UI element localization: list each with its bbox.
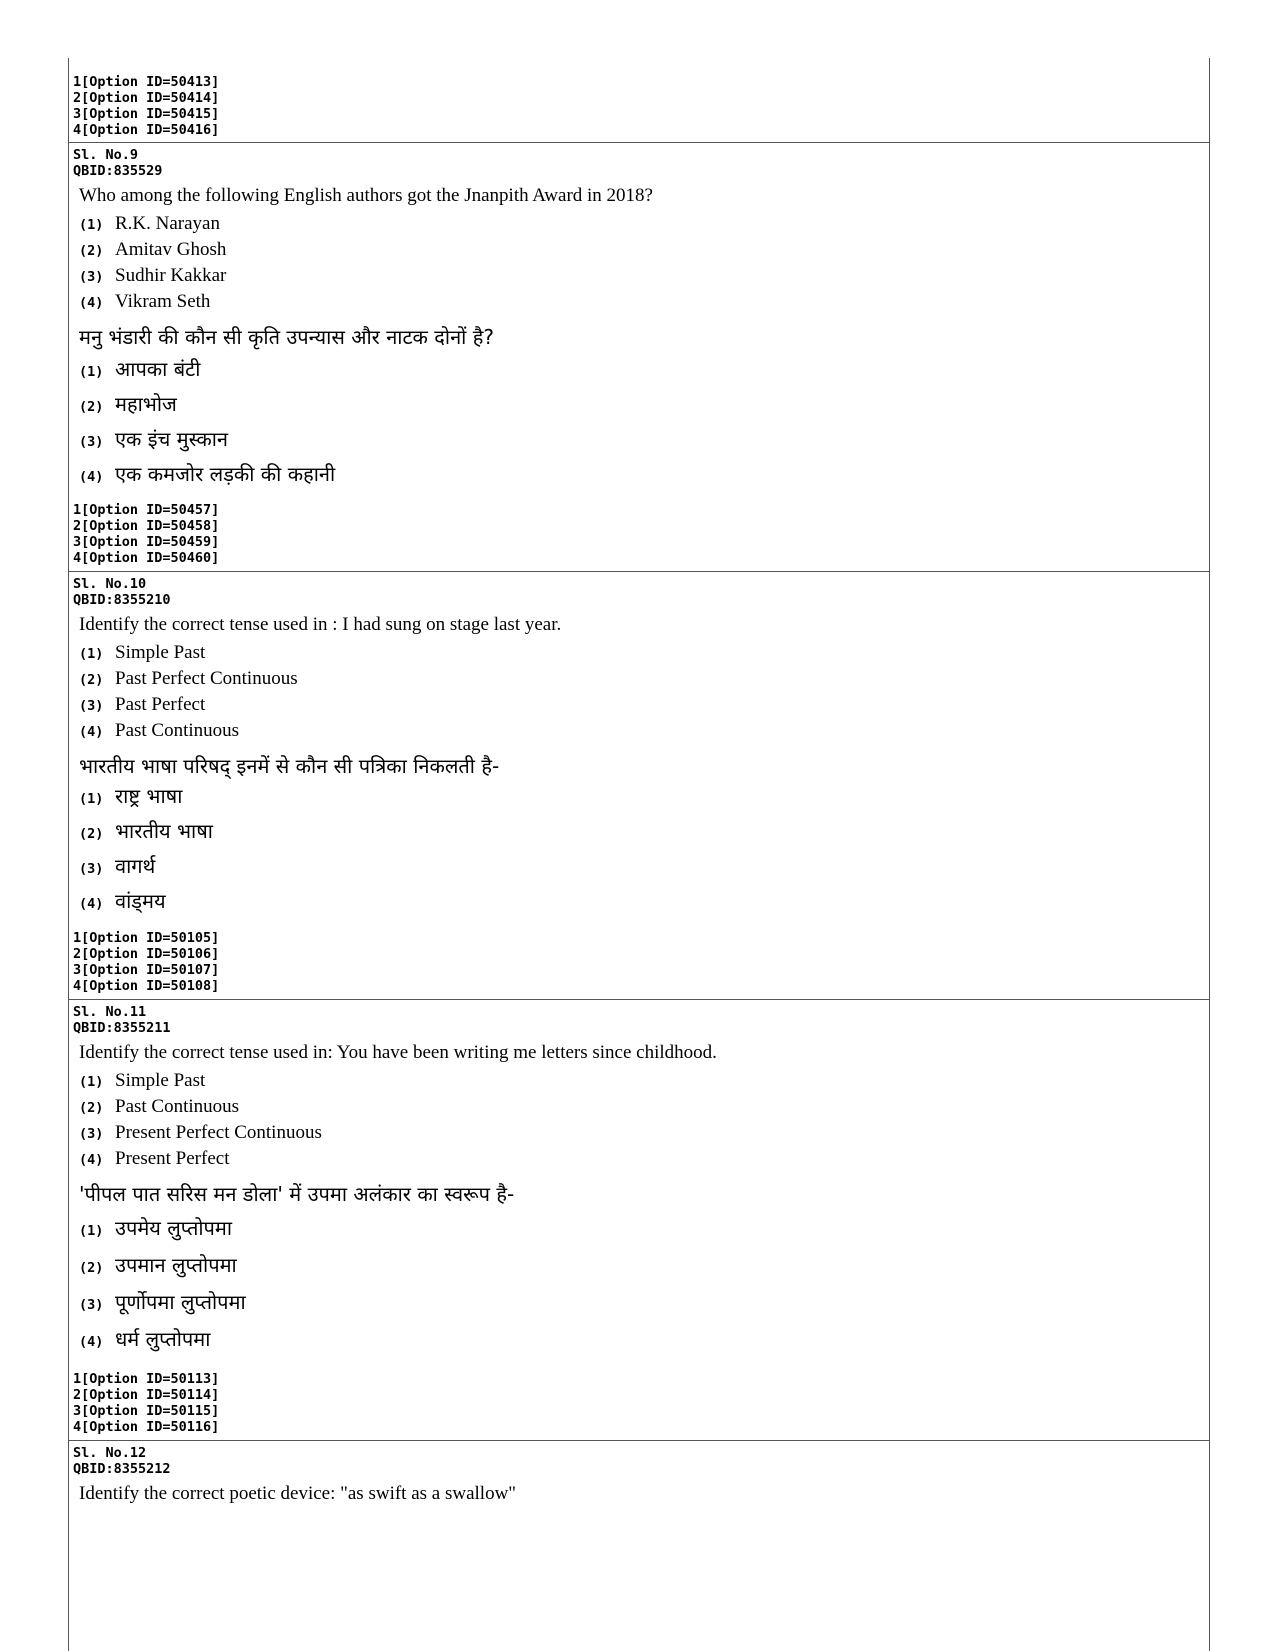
option-id: 3[Option ID=50459]	[73, 534, 220, 550]
option-number: (2)	[79, 1260, 104, 1276]
option-text: महाभोज	[115, 392, 177, 416]
option-number: (2)	[79, 1100, 104, 1116]
option-text: Present Perfect	[115, 1148, 230, 1169]
question-text-hindi: 'पीपल पात सरिस मन डोला' में उपमा अलंकार का स्वरूप है-	[79, 1182, 515, 1206]
option-id-list	[69, 1371, 1209, 1435]
option-id-list	[69, 502, 1209, 566]
option-number: (4)	[79, 896, 104, 912]
serial-number: Sl. No.9	[73, 147, 139, 163]
option-number: (1)	[79, 791, 104, 807]
option-number: (4)	[79, 1152, 104, 1168]
option-item	[69, 1148, 1209, 1174]
option-number: (4)	[79, 469, 104, 485]
option-text: Sudhir Kakkar	[115, 265, 227, 286]
hindi-options	[69, 355, 1209, 495]
option-id: 2[Option ID=50106]	[73, 946, 220, 962]
option-number: (2)	[79, 826, 104, 842]
section-divider	[69, 142, 1209, 143]
option-text: आपका बंटी	[115, 357, 201, 381]
option-item	[69, 1288, 1209, 1325]
section-divider	[69, 1440, 1209, 1441]
question-text-english: Who among the following English authors got the Jnanpith Award in 2018?	[79, 185, 653, 206]
option-number: (1)	[79, 364, 104, 380]
option-id: 4[Option ID=50116]	[73, 1419, 220, 1435]
option-id: 1[Option ID=50457]	[73, 502, 220, 518]
option-item	[69, 265, 1209, 291]
option-id: 3[Option ID=50107]	[73, 962, 220, 978]
option-id: 2[Option ID=50414]	[73, 90, 220, 106]
option-text: Vikram Seth	[115, 291, 211, 312]
option-item	[69, 239, 1209, 265]
option-id: 2[Option ID=50114]	[73, 1387, 220, 1403]
question-paper-page	[68, 58, 1210, 1651]
option-text: पूर्णोपमा लुप्तोपमा	[115, 1290, 246, 1314]
option-number: (3)	[79, 434, 104, 450]
option-text: Simple Past	[115, 642, 206, 663]
option-text: वांड्मय	[115, 889, 166, 913]
option-id: 1[Option ID=50113]	[73, 1371, 220, 1387]
english-options	[69, 213, 1209, 317]
option-id: 2[Option ID=50458]	[73, 518, 220, 534]
option-item	[69, 642, 1209, 668]
option-id: 4[Option ID=50460]	[73, 550, 220, 566]
hindi-options	[69, 782, 1209, 922]
qbid: QBID:8355211	[73, 1020, 171, 1036]
option-id: 3[Option ID=50115]	[73, 1403, 220, 1419]
option-id-list	[69, 74, 1209, 138]
option-id: 1[Option ID=50413]	[73, 74, 220, 90]
hindi-options	[69, 1214, 1209, 1362]
serial-number: Sl. No.10	[73, 576, 147, 592]
option-number: (3)	[79, 698, 104, 714]
option-item	[69, 213, 1209, 239]
question-text-hindi: मनु भंडारी की कौन सी कृति उपन्यास और नाटक दोनों है?	[79, 325, 494, 349]
option-item	[69, 1214, 1209, 1251]
question-block-9	[69, 147, 1209, 495]
option-text: Past Continuous	[115, 720, 240, 741]
option-item	[69, 782, 1209, 817]
option-item	[69, 817, 1209, 852]
option-id-list	[69, 930, 1209, 994]
option-number: (2)	[79, 672, 104, 688]
serial-number: Sl. No.11	[73, 1004, 147, 1020]
option-text: Amitav Ghosh	[115, 239, 227, 260]
option-text: Present Perfect Continuous	[115, 1122, 322, 1143]
option-item	[69, 694, 1209, 720]
option-number: (3)	[79, 1297, 104, 1313]
qbid: QBID:8355212	[73, 1461, 171, 1477]
option-item	[69, 720, 1209, 746]
section-divider	[69, 999, 1209, 1000]
option-text: Simple Past	[115, 1070, 206, 1091]
option-text: भारतीय भाषा	[115, 819, 213, 843]
option-number: (3)	[79, 861, 104, 877]
option-id: 4[Option ID=50416]	[73, 122, 220, 138]
option-number: (1)	[79, 217, 104, 233]
option-number: (3)	[79, 269, 104, 285]
option-item	[69, 355, 1209, 390]
option-number: (4)	[79, 1334, 104, 1350]
option-item	[69, 1096, 1209, 1122]
option-text: धर्म लुप्तोपमा	[115, 1327, 211, 1351]
option-item	[69, 668, 1209, 694]
option-number: (1)	[79, 1074, 104, 1090]
question-block-12	[69, 1445, 1209, 1506]
option-id: 3[Option ID=50415]	[73, 106, 220, 122]
english-options	[69, 642, 1209, 746]
option-id: 4[Option ID=50108]	[73, 978, 220, 994]
option-text: एक कमजोर लड़की की कहानी	[115, 462, 336, 486]
option-number: (1)	[79, 1223, 104, 1239]
option-number: (2)	[79, 243, 104, 259]
option-id: 1[Option ID=50105]	[73, 930, 220, 946]
option-number: (4)	[79, 724, 104, 740]
question-text-hindi: भारतीय भाषा परिषद् इनमें से कौन सी पत्रिका निकलती है-	[79, 754, 500, 778]
option-text: वागर्थ	[115, 854, 156, 878]
question-text-english: Identify the correct poetic device: "as swift as a swallow"	[79, 1483, 517, 1504]
option-item	[69, 460, 1209, 495]
option-text: R.K. Narayan	[115, 213, 220, 234]
option-text: राष्ट्र भाषा	[115, 784, 183, 808]
option-item	[69, 1325, 1209, 1362]
section-divider	[69, 571, 1209, 572]
option-item	[69, 1070, 1209, 1096]
serial-number: Sl. No.12	[73, 1445, 147, 1461]
option-item	[69, 425, 1209, 460]
english-options	[69, 1070, 1209, 1174]
option-text: Past Perfect Continuous	[115, 668, 298, 689]
option-text: एक इंच मुस्कान	[115, 427, 229, 451]
question-text-english: Identify the correct tense used in : I had sung on stage last year.	[79, 614, 562, 635]
option-number: (4)	[79, 295, 104, 311]
option-number: (1)	[79, 646, 104, 662]
option-item	[69, 887, 1209, 922]
option-item	[69, 852, 1209, 887]
option-text: Past Perfect	[115, 694, 206, 715]
option-number: (3)	[79, 1126, 104, 1142]
option-text: उपमान लुप्तोपमा	[115, 1253, 237, 1277]
question-text-english: Identify the correct tense used in: You have been writing me letters since childhood.	[79, 1042, 717, 1063]
qbid: QBID:835529	[73, 163, 163, 179]
option-item	[69, 390, 1209, 425]
option-item	[69, 1122, 1209, 1148]
option-text: उपमेय लुप्तोपमा	[115, 1216, 233, 1240]
option-item	[69, 291, 1209, 317]
question-block-10	[69, 576, 1209, 922]
question-block-11	[69, 1004, 1209, 1362]
qbid: QBID:8355210	[73, 592, 171, 608]
option-item	[69, 1251, 1209, 1288]
option-number: (2)	[79, 399, 104, 415]
option-text: Past Continuous	[115, 1096, 240, 1117]
